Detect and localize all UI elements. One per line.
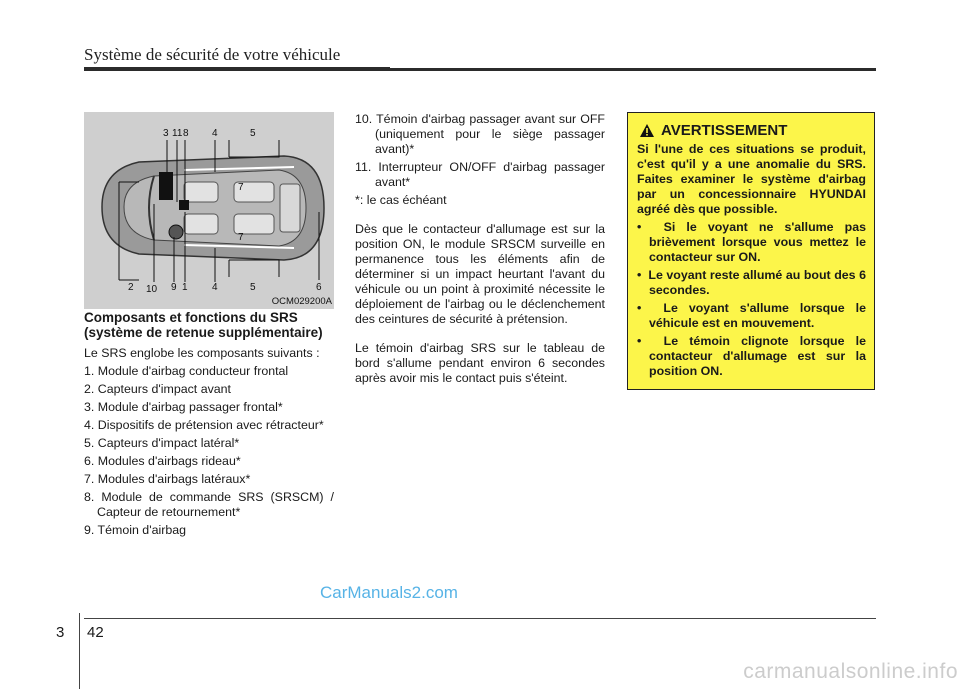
car-airbag-diagram-icon [84, 112, 334, 309]
warning-list [637, 220, 866, 379]
footer-divider-vertical [79, 613, 80, 689]
list-item: 5. Capteurs d'impact latéral* [84, 436, 240, 450]
page-number: 42 [87, 624, 104, 641]
callout-5-bottom: 5 [250, 282, 256, 293]
warning-triangle-icon [639, 123, 655, 138]
intro-text: Le SRS englobe les composants suivants : [84, 346, 320, 360]
callout-10: 10 [146, 284, 158, 295]
header-rule [84, 68, 876, 71]
list-item: 1. Module d'airbag conducteur frontal [84, 364, 289, 378]
warning-box [627, 112, 875, 390]
list-item: 9. Témoin d'airbag [84, 523, 187, 537]
callout-7-upper: 7 [238, 182, 244, 193]
callout-9: 9 [171, 282, 177, 293]
callout-4-bottom: 4 [212, 282, 218, 293]
callout-7-lower: 7 [238, 232, 244, 243]
callout-3: 3 [163, 128, 169, 139]
middle-column [355, 112, 605, 386]
figure-code: OCM029200A [271, 296, 332, 307]
warning-title: AVERTISSEMENT [661, 122, 788, 139]
callout-2: 2 [128, 282, 134, 293]
list-item: 4. Dispositifs de prétension avec rétracteur* [84, 418, 324, 432]
srs-diagram [84, 112, 334, 309]
watermark-link[interactable]: CarManuals2.com [320, 583, 458, 602]
list-item: 6. Modules d'airbags rideau* [84, 454, 241, 468]
footer-watermark[interactable]: carmanualsonline.info [743, 660, 958, 683]
callout-4-top: 4 [212, 128, 218, 139]
list-item: 2. Capteurs d'impact avant [84, 382, 231, 396]
warning-item: • Le témoin clignote lorsque le contacteur d'allumage est sur la position ON. [637, 334, 866, 378]
list-item: 11. Interrupteur ON/OFF d'airbag passager avant* [355, 160, 605, 189]
callout-6: 6 [316, 282, 322, 293]
header-title: Système de sécurité de votre véhicule [84, 45, 341, 64]
callout-1: 1 [182, 282, 188, 293]
section-heading: Composants et fonctions du SRS (système de retenue supplémentaire) [84, 310, 323, 340]
footnote: *: le cas échéant [355, 193, 447, 207]
footer-divider-horizontal [84, 618, 876, 619]
callout-5-top: 5 [250, 128, 256, 139]
warning-item: • Si le voyant ne s'allume pas brièvement lorsque vous mettez le contacteur sur ON. [637, 220, 867, 264]
list-item: 10. Témoin d'airbag passager avant sur OFF (uniquement pour le siège passager avant)* [355, 112, 605, 156]
list-item: 3. Module d'airbag passager frontal* [84, 400, 283, 414]
warning-body: Si l'une de ces situations se produit, c'est qu'il y a une anomalie du SRS. Faites examiner le système d'airbag par un concessionnaire HYUNDAI agréé dès que possible. [637, 142, 866, 216]
callout-11: 11 [172, 128, 183, 139]
paragraph-warning-light: Le témoin d'airbag SRS sur le tableau de bord s'allume pendant environ 6 secondes après avoir mis le contact puis s'éteint. [355, 341, 605, 385]
list-item: 7. Modules d'airbags latéraux* [84, 472, 251, 486]
warning-item: • Le voyant s'allume lorsque le véhicule est en mouvement. [637, 301, 866, 330]
left-column [84, 310, 334, 541]
list-item: 8. Module de commande SRS (SRSCM) / Capteur de retournement* [84, 490, 334, 519]
components-list-continued [355, 112, 605, 190]
warning-item: • Le voyant reste allumé au bout des 6 secondes. [637, 268, 866, 297]
components-list [84, 364, 334, 538]
chapter-number: 3 [56, 624, 65, 641]
warning-header [637, 123, 866, 138]
callout-8: 8 [183, 128, 189, 139]
paragraph-srscm: Dès que le contacteur d'allumage est sur la position ON, le module SRSCM surveille en permanence tous les éléments afin de déterminer si un impact heurtant l'avant du véhicule ou un point à proximité nécessite le déploiement de l'airbag ou le déclenchement des ceintures de sécurité à prétension. [355, 222, 605, 326]
